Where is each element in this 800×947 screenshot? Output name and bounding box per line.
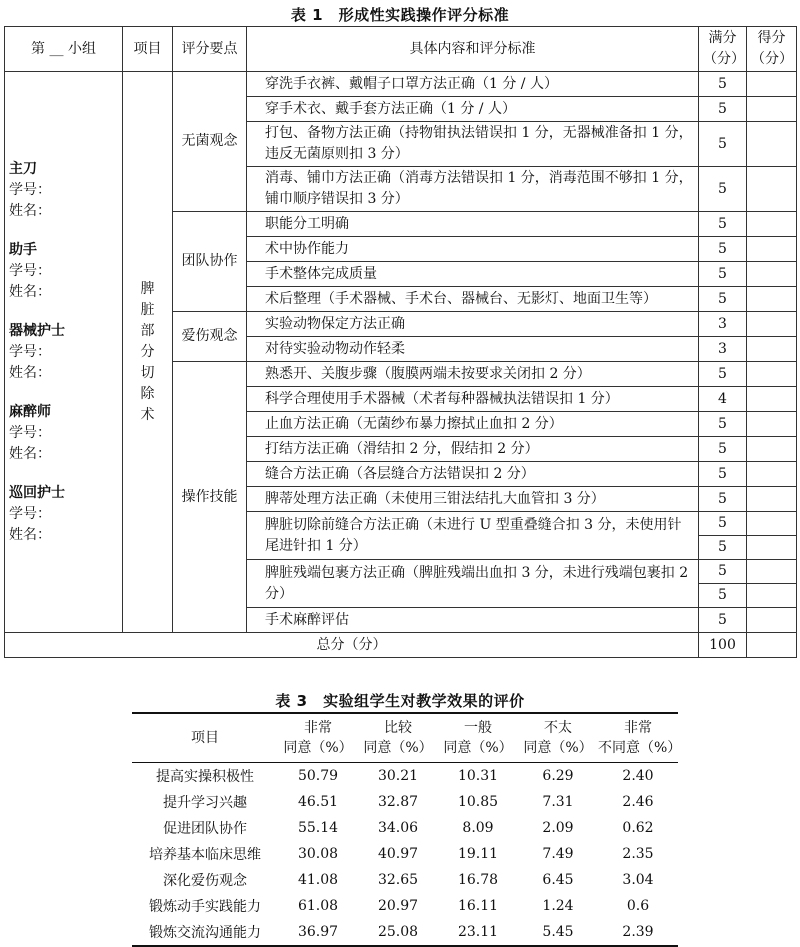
criterion-text: 术中协作能力 bbox=[247, 237, 699, 262]
obtained-score-cell[interactable] bbox=[747, 536, 797, 560]
evaluation-item: 提升学习兴趣 bbox=[163, 795, 247, 811]
full-score: 5 bbox=[699, 487, 747, 512]
percentage-value: 25.08 bbox=[377, 924, 419, 940]
table-row bbox=[132, 763, 678, 790]
percentage-value: 10.31 bbox=[457, 768, 499, 784]
evaluation-item: 促进团队协作 bbox=[163, 821, 247, 837]
criterion-text: 对待实验动物动作轻柔 bbox=[247, 337, 699, 362]
full-score: 5 bbox=[699, 72, 747, 97]
percentage-value: 32.87 bbox=[377, 794, 419, 810]
criterion-text: 打结方法正确（滑结扣 2 分，假结扣 2 分） bbox=[247, 437, 699, 462]
obtained-score-cell[interactable] bbox=[747, 462, 797, 487]
header-full-score: 满分 （分） bbox=[699, 27, 747, 72]
percentage-value: 2.35 bbox=[622, 846, 654, 862]
total-score: 100 bbox=[699, 633, 747, 658]
member-role: 麻醉师 bbox=[9, 403, 51, 420]
project-name: 脾脏部分切除术 bbox=[140, 280, 155, 423]
scoring-table bbox=[4, 26, 797, 658]
member-role: 巡回护士 bbox=[9, 484, 65, 501]
obtained-score-cell[interactable] bbox=[747, 312, 797, 337]
section-name: 无菌观念 bbox=[173, 72, 247, 212]
full-score: 5 bbox=[699, 362, 747, 387]
header-project: 项目 bbox=[123, 27, 173, 72]
member-name-label: 姓名： bbox=[9, 364, 51, 381]
full-score: 5 bbox=[699, 536, 747, 560]
criterion-text: 职能分工明确 bbox=[247, 212, 699, 237]
criterion-text: 术后整理（手术器械、手术台、器械台、无影灯、地面卫生等） bbox=[247, 287, 699, 312]
percentage-value: 41.08 bbox=[297, 872, 339, 888]
percentage-value: 32.65 bbox=[377, 872, 419, 888]
section-name: 爱伤观念 bbox=[173, 312, 247, 362]
criterion-text: 手术麻醉评估 bbox=[247, 608, 699, 633]
criterion-text: 手术整体完成质量 bbox=[247, 262, 699, 287]
full-score: 5 bbox=[699, 122, 747, 167]
percentage-value: 1.24 bbox=[542, 898, 574, 914]
percentage-value: 55.14 bbox=[297, 820, 339, 836]
criterion-text: 脾脏残端包裹方法正确（脾脏残端出血扣 3 分，未进行残端包裹扣 2 分） bbox=[247, 560, 699, 608]
member-id-label: 学号： bbox=[9, 424, 51, 441]
obtained-score-cell[interactable] bbox=[747, 608, 797, 633]
evaluation-item: 提高实操积极性 bbox=[156, 769, 254, 785]
criterion-text: 科学合理使用手术器械（术者每种器械执法错误扣 1 分） bbox=[247, 387, 699, 412]
criterion-text: 穿洗手衣裤、戴帽子口罩方法正确（1 分 / 人） bbox=[247, 72, 699, 97]
obtained-score-cell[interactable] bbox=[747, 212, 797, 237]
t3-header-neutral: 一般 同意（%） bbox=[438, 713, 518, 763]
percentage-value: 50.79 bbox=[297, 768, 339, 784]
percentage-value: 2.46 bbox=[622, 794, 654, 810]
table1-caption: 表 1 形成性实践操作评分标准 bbox=[290, 6, 510, 24]
criterion-text: 消毒、铺巾方法正确（消毒方法错误扣 1 分，消毒范围不够扣 1 分，铺巾顺序错误扣 3 分） bbox=[247, 167, 699, 212]
obtained-score-cell[interactable] bbox=[747, 72, 797, 97]
table3-caption: 表 3 实验组学生对教学效果的评价 bbox=[275, 692, 525, 710]
section-name: 团队协作 bbox=[173, 212, 247, 312]
full-score: 5 bbox=[699, 608, 747, 633]
obtained-score-cell[interactable] bbox=[747, 337, 797, 362]
member-name-label: 姓名： bbox=[9, 202, 51, 219]
full-score: 3 bbox=[699, 312, 747, 337]
member-id-label: 学号： bbox=[9, 505, 51, 522]
total-obtained-cell[interactable] bbox=[747, 633, 797, 658]
obtained-score-cell[interactable] bbox=[747, 287, 797, 312]
obtained-score-cell[interactable] bbox=[747, 362, 797, 387]
full-score: 4 bbox=[699, 387, 747, 412]
table-row bbox=[132, 867, 678, 893]
header-content: 具体内容和评分标准 bbox=[247, 27, 699, 72]
full-score: 5 bbox=[699, 167, 747, 212]
criterion-text: 熟悉开、关腹步骤（腹膜两端未按要求关闭扣 2 分） bbox=[247, 362, 699, 387]
percentage-value: 6.45 bbox=[542, 872, 574, 888]
obtained-score-cell[interactable] bbox=[747, 487, 797, 512]
criterion-text: 打包、备物方法正确（持物钳执法错误扣 1 分，无器械准备扣 1 分，违反无菌原则扣 3 分） bbox=[247, 122, 699, 167]
criterion-text: 实验动物保定方法正确 bbox=[247, 312, 699, 337]
total-row bbox=[5, 633, 797, 658]
table-row bbox=[132, 815, 678, 841]
criterion-text: 脾蒂处理方法正确（未使用三钳法结扎大血管扣 3 分） bbox=[247, 487, 699, 512]
t3-header-strongly-agree: 非常 同意（%） bbox=[278, 713, 358, 763]
percentage-value: 2.40 bbox=[622, 768, 654, 784]
t3-header-strongly-disagree: 非常 不同意（%） bbox=[598, 713, 678, 763]
section-name: 操作技能 bbox=[173, 362, 247, 633]
member-role: 主刀 bbox=[9, 160, 37, 177]
member-id-label: 学号： bbox=[9, 343, 51, 360]
full-score: 5 bbox=[699, 287, 747, 312]
table-row bbox=[132, 841, 678, 867]
obtained-score-cell[interactable] bbox=[747, 512, 797, 536]
criterion-text: 缝合方法正确（各层缝合方法错误扣 2 分） bbox=[247, 462, 699, 487]
full-score: 5 bbox=[699, 237, 747, 262]
obtained-score-cell[interactable] bbox=[747, 437, 797, 462]
percentage-value: 16.78 bbox=[457, 872, 499, 888]
full-score: 5 bbox=[699, 97, 747, 122]
obtained-score-cell[interactable] bbox=[747, 387, 797, 412]
criterion-text: 穿手术衣、戴手套方法正确（1 分 / 人） bbox=[247, 97, 699, 122]
percentage-value: 10.85 bbox=[457, 794, 499, 810]
full-score: 5 bbox=[699, 412, 747, 437]
team-members-cell bbox=[5, 72, 123, 633]
percentage-value: 34.06 bbox=[377, 820, 419, 836]
header-points: 评分要点 bbox=[173, 27, 247, 72]
full-score: 5 bbox=[699, 462, 747, 487]
percentage-value: 2.39 bbox=[622, 924, 654, 940]
percentage-value: 23.11 bbox=[457, 924, 499, 940]
obtained-score-cell[interactable] bbox=[747, 262, 797, 287]
percentage-value: 6.29 bbox=[542, 768, 574, 784]
percentage-value: 8.09 bbox=[462, 820, 494, 836]
full-score: 5 bbox=[699, 584, 747, 608]
evaluation-item: 锻炼交流沟通能力 bbox=[149, 925, 261, 941]
header-group: 第 __ 小组 bbox=[5, 27, 123, 72]
full-score: 5 bbox=[699, 212, 747, 237]
member-id-label: 学号： bbox=[9, 181, 51, 198]
obtained-score-cell[interactable] bbox=[747, 167, 797, 212]
obtained-score-cell[interactable] bbox=[747, 560, 797, 584]
member-role: 器械护士 bbox=[9, 322, 65, 339]
team-members bbox=[9, 159, 118, 546]
full-score: 5 bbox=[699, 560, 747, 584]
member-id-label: 学号： bbox=[9, 262, 51, 279]
project-name-cell bbox=[123, 72, 173, 633]
obtained-score-cell[interactable] bbox=[747, 237, 797, 262]
percentage-value: 16.11 bbox=[457, 898, 499, 914]
criterion-text: 脾脏切除前缝合方法正确（未进行 U 型重叠缝合扣 3 分，未使用针尾进针扣 1 分） bbox=[247, 512, 699, 560]
percentage-value: 0.62 bbox=[622, 820, 654, 836]
evaluation-item: 深化爱伤观念 bbox=[163, 873, 247, 889]
percentage-value: 46.51 bbox=[297, 794, 339, 810]
table-row bbox=[5, 72, 797, 97]
t3-header-item: 项目 bbox=[132, 713, 278, 763]
percentage-value: 20.97 bbox=[377, 898, 419, 914]
table-row bbox=[132, 919, 678, 946]
evaluation-item: 培养基本临床思维 bbox=[149, 847, 261, 863]
percentage-value: 7.31 bbox=[542, 794, 574, 810]
percentage-value: 40.97 bbox=[377, 846, 419, 862]
total-label: 总分（分） bbox=[5, 633, 699, 658]
percentage-value: 30.21 bbox=[377, 768, 419, 784]
member-name-label: 姓名： bbox=[9, 283, 51, 300]
percentage-value: 0.6 bbox=[626, 898, 650, 914]
t3-header-agree: 比较 同意（%） bbox=[358, 713, 438, 763]
member-name-label: 姓名： bbox=[9, 526, 51, 543]
table-row bbox=[132, 893, 678, 919]
percentage-value: 36.97 bbox=[297, 924, 339, 940]
percentage-value: 61.08 bbox=[297, 898, 339, 914]
full-score: 3 bbox=[699, 337, 747, 362]
percentage-value: 30.08 bbox=[297, 846, 339, 862]
table-row bbox=[132, 789, 678, 815]
percentage-value: 5.45 bbox=[542, 924, 574, 940]
obtained-score-cell[interactable] bbox=[747, 412, 797, 437]
percentage-value: 19.11 bbox=[457, 846, 499, 862]
member-role: 助手 bbox=[9, 241, 37, 258]
percentage-value: 2.09 bbox=[542, 820, 574, 836]
header-obtained-score: 得分 （分） bbox=[747, 27, 797, 72]
t3-header-disagree: 不太 同意（%） bbox=[518, 713, 598, 763]
percentage-value: 3.04 bbox=[622, 872, 654, 888]
obtained-score-cell[interactable] bbox=[747, 122, 797, 167]
full-score: 5 bbox=[699, 262, 747, 287]
full-score: 5 bbox=[699, 437, 747, 462]
evaluation-item: 锻炼动手实践能力 bbox=[149, 899, 261, 915]
percentage-value: 7.49 bbox=[542, 846, 574, 862]
obtained-score-cell[interactable] bbox=[747, 584, 797, 608]
criterion-text: 止血方法正确（无菌纱布暴力擦拭止血扣 2 分） bbox=[247, 412, 699, 437]
member-name-label: 姓名： bbox=[9, 445, 51, 462]
full-score: 5 bbox=[699, 512, 747, 536]
obtained-score-cell[interactable] bbox=[747, 97, 797, 122]
evaluation-table bbox=[132, 712, 682, 947]
